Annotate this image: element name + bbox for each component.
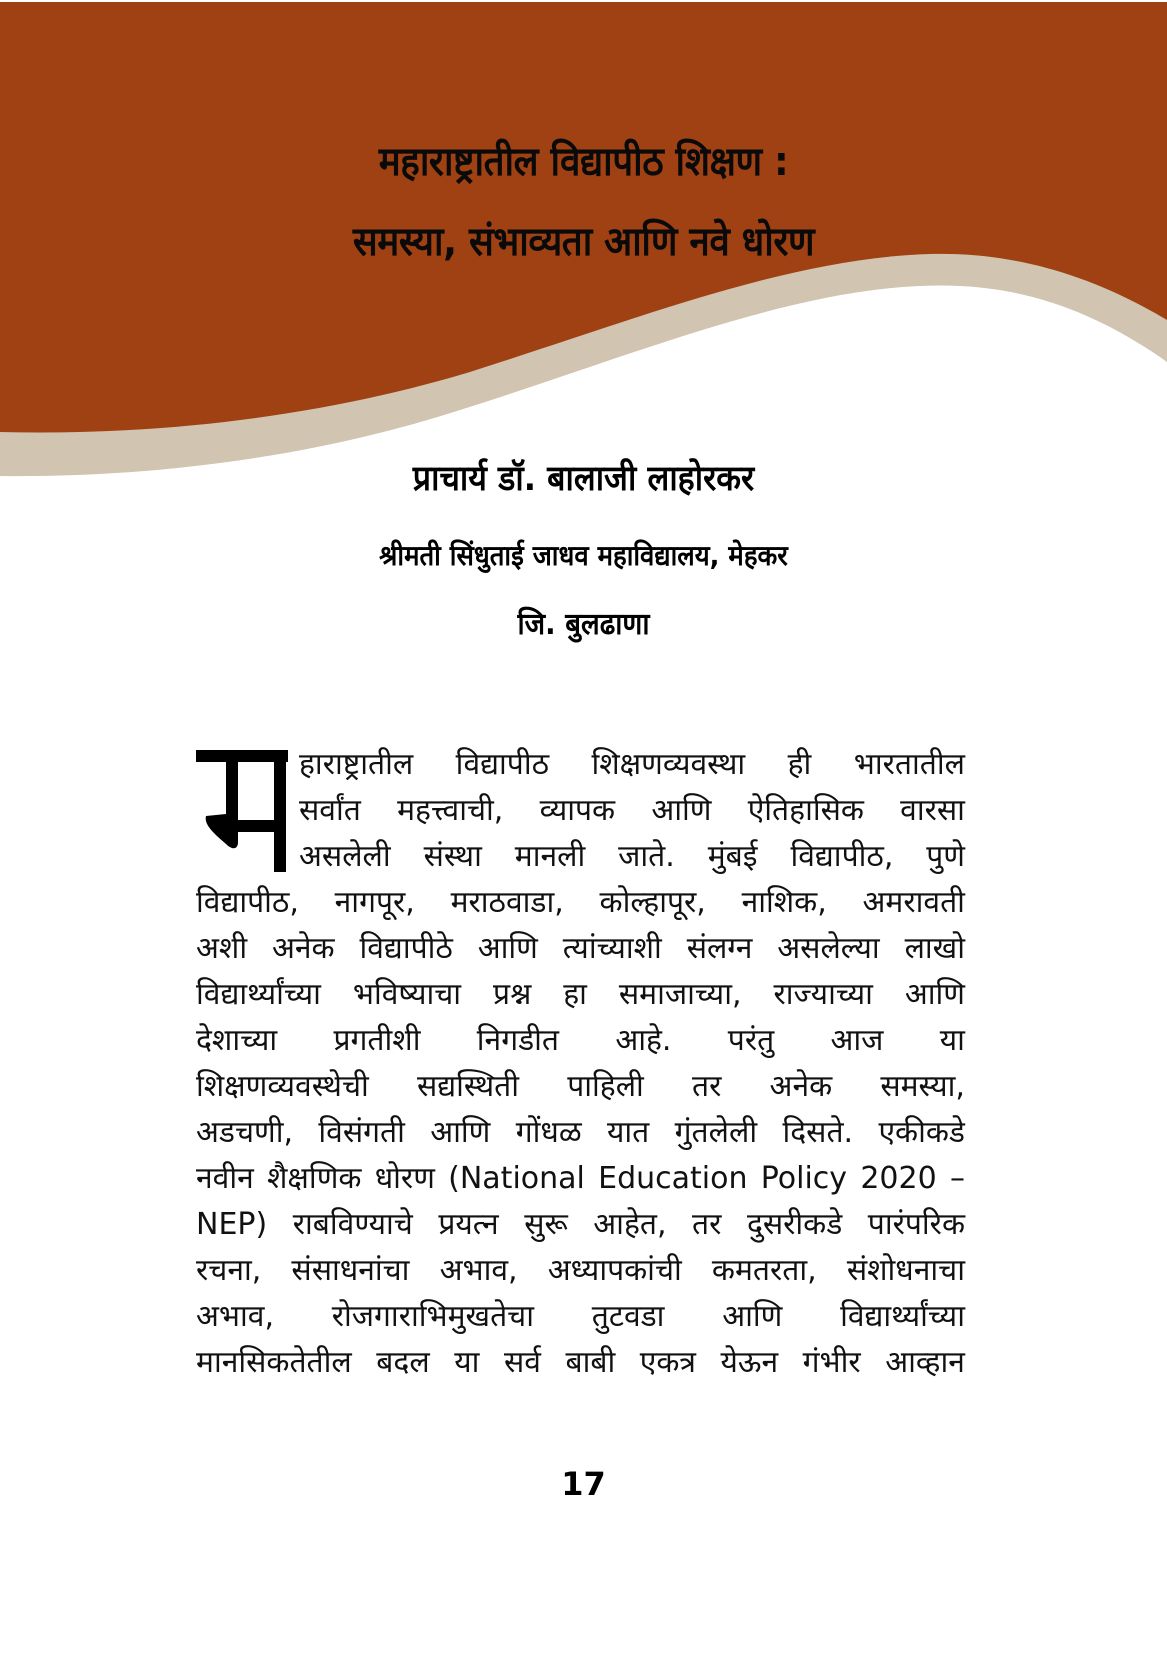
body-line-8 bbox=[196, 1064, 965, 1110]
word: आव्हान bbox=[885, 1345, 965, 1380]
word: गंभीर bbox=[802, 1345, 861, 1380]
word: निगडीत bbox=[476, 1023, 560, 1058]
word: देशाच्या bbox=[196, 1023, 278, 1058]
word: (National bbox=[448, 1161, 585, 1196]
word: भविष्याचा bbox=[352, 977, 462, 1012]
word: मराठवाडा, bbox=[450, 885, 564, 920]
word: मुंबई bbox=[707, 839, 758, 874]
word: भारतातील bbox=[853, 747, 965, 782]
body-line-11 bbox=[196, 1202, 965, 1248]
word: शिक्षणव्यवस्थेची bbox=[196, 1069, 369, 1104]
word: येऊन bbox=[720, 1345, 779, 1380]
word: रचना, bbox=[196, 1253, 262, 1288]
word: आणि bbox=[477, 931, 538, 966]
word: विद्यापीठ, bbox=[196, 885, 299, 920]
word: आणि bbox=[904, 977, 965, 1012]
word: समस्या, bbox=[880, 1069, 965, 1104]
author-affiliation: श्रीमती सिंधुताई जाधव महाविद्यालय, मेहकर bbox=[379, 539, 788, 572]
word: Education bbox=[598, 1161, 748, 1196]
word: आणि bbox=[722, 1299, 783, 1334]
word: पुणे bbox=[926, 839, 965, 874]
word: परंतु bbox=[727, 1023, 775, 1058]
word: असलेल्या bbox=[777, 931, 880, 966]
word: संलग्न bbox=[686, 931, 753, 966]
word: यात bbox=[607, 1115, 650, 1150]
word: अध्यापकांची bbox=[547, 1253, 682, 1288]
word: कोल्हापूर, bbox=[599, 885, 706, 920]
word: संस्था bbox=[423, 839, 482, 874]
word: हा bbox=[563, 977, 587, 1012]
word: नाशिक, bbox=[741, 885, 827, 920]
word: शैक्षणिक bbox=[267, 1161, 362, 1196]
word: या bbox=[454, 1345, 480, 1380]
word: राबविण्याचे bbox=[292, 1207, 413, 1242]
word: तर bbox=[692, 1207, 722, 1242]
body-line-3 bbox=[299, 834, 965, 880]
word: तर bbox=[691, 1069, 722, 1104]
word: शिक्षणव्यवस्था bbox=[591, 747, 746, 782]
word: अमरावती bbox=[862, 885, 965, 920]
word: धोरण bbox=[374, 1161, 435, 1196]
word: नवीन bbox=[196, 1161, 254, 1196]
author-district: जि. बुलढाणा bbox=[517, 607, 650, 642]
word: सद्यस्थिती bbox=[416, 1069, 520, 1104]
word: एकत्र bbox=[639, 1345, 696, 1380]
word: लाखो bbox=[904, 931, 965, 966]
word: विद्यार्थ्यांच्या bbox=[840, 1299, 965, 1334]
word: अनेक bbox=[271, 931, 335, 966]
word: समाजाच्या, bbox=[618, 977, 742, 1012]
body-line-1 bbox=[299, 742, 965, 788]
word: असलेली bbox=[299, 839, 391, 874]
word: प्रश्न bbox=[493, 977, 532, 1012]
body-line-7 bbox=[196, 1018, 965, 1064]
author-name: प्राचार्य डॉ. बालाजी लाहोरकर bbox=[412, 459, 755, 499]
body-line-12 bbox=[196, 1248, 965, 1294]
word: त्यांच्याशी bbox=[562, 931, 662, 966]
body-line-2 bbox=[299, 788, 965, 834]
body-line-13 bbox=[196, 1294, 965, 1340]
word: राज्याच्या bbox=[773, 977, 873, 1012]
word: गोंधळ bbox=[515, 1115, 582, 1150]
word: दिसते. bbox=[782, 1115, 854, 1150]
body-line-10 bbox=[196, 1156, 965, 1202]
title-line-2: समस्या, संभाव्यता आणि नवे धोरण bbox=[352, 219, 815, 265]
word: आज bbox=[830, 1023, 884, 1058]
word: बाबी bbox=[565, 1345, 616, 1380]
word: पारंपरिक bbox=[867, 1207, 965, 1242]
word: सुरू bbox=[524, 1207, 568, 1242]
body-line-9 bbox=[196, 1110, 965, 1156]
word: विद्यापीठे bbox=[359, 931, 453, 966]
word: एकीकडे bbox=[878, 1115, 965, 1150]
word: वारसा bbox=[900, 793, 965, 828]
word: सर्वांत bbox=[299, 793, 361, 828]
word: सर्व bbox=[503, 1345, 541, 1380]
word: आणि bbox=[430, 1115, 491, 1150]
word: तुटवडा bbox=[591, 1299, 665, 1334]
word: रोजगाराभिमुखतेचा bbox=[331, 1299, 534, 1334]
word: प्रगतीशी bbox=[333, 1023, 421, 1058]
word: विसंगती bbox=[318, 1115, 405, 1150]
word: प्रयत्न bbox=[438, 1207, 499, 1242]
word: आहे. bbox=[615, 1023, 672, 1058]
word: महत्त्वाची, bbox=[397, 793, 504, 828]
word: अडचणी, bbox=[196, 1115, 294, 1150]
word: कमतरता, bbox=[711, 1253, 817, 1288]
word: आहेत, bbox=[593, 1207, 667, 1242]
word: पाहिली bbox=[567, 1069, 644, 1104]
word: नागपूर, bbox=[334, 885, 415, 920]
word: ही bbox=[787, 747, 812, 782]
word: संशोधनाचा bbox=[846, 1253, 965, 1288]
word: विद्यार्थ्यांच्या bbox=[196, 977, 321, 1012]
word: जाते. bbox=[618, 839, 675, 874]
word: हाराष्ट्रातील bbox=[299, 747, 414, 782]
word: अभाव, bbox=[196, 1299, 274, 1334]
word: विद्यापीठ, bbox=[790, 839, 894, 874]
body-line-14 bbox=[196, 1340, 965, 1386]
body-line-4 bbox=[196, 880, 965, 926]
word: गुंतलेली bbox=[674, 1115, 758, 1150]
word: 2020 bbox=[860, 1161, 937, 1196]
word: Policy bbox=[760, 1161, 848, 1196]
word: ऐतिहासिक bbox=[747, 793, 864, 828]
title-line-1: महाराष्ट्रातील विद्यापीठ शिक्षण : bbox=[378, 139, 789, 185]
word: अनेक bbox=[769, 1069, 833, 1104]
word: – bbox=[949, 1161, 965, 1196]
word: मानली bbox=[514, 839, 586, 874]
word: संसाधनांचा bbox=[291, 1253, 410, 1288]
word: आणि bbox=[651, 793, 712, 828]
word: मानसिकतेतील bbox=[196, 1345, 352, 1380]
word: विद्यापीठ bbox=[455, 747, 550, 782]
body-line-5 bbox=[196, 926, 965, 972]
word: अभाव, bbox=[439, 1253, 518, 1288]
word: दुसरीकडे bbox=[746, 1207, 843, 1242]
word: अशी bbox=[196, 931, 248, 966]
word: व्यापक bbox=[539, 793, 616, 828]
word: बदल bbox=[376, 1345, 430, 1380]
page-number: 17 bbox=[561, 1465, 606, 1503]
drop-cap bbox=[196, 750, 288, 872]
word: NEP) bbox=[196, 1207, 268, 1242]
word: या bbox=[939, 1023, 965, 1058]
body-line-6 bbox=[196, 972, 965, 1018]
